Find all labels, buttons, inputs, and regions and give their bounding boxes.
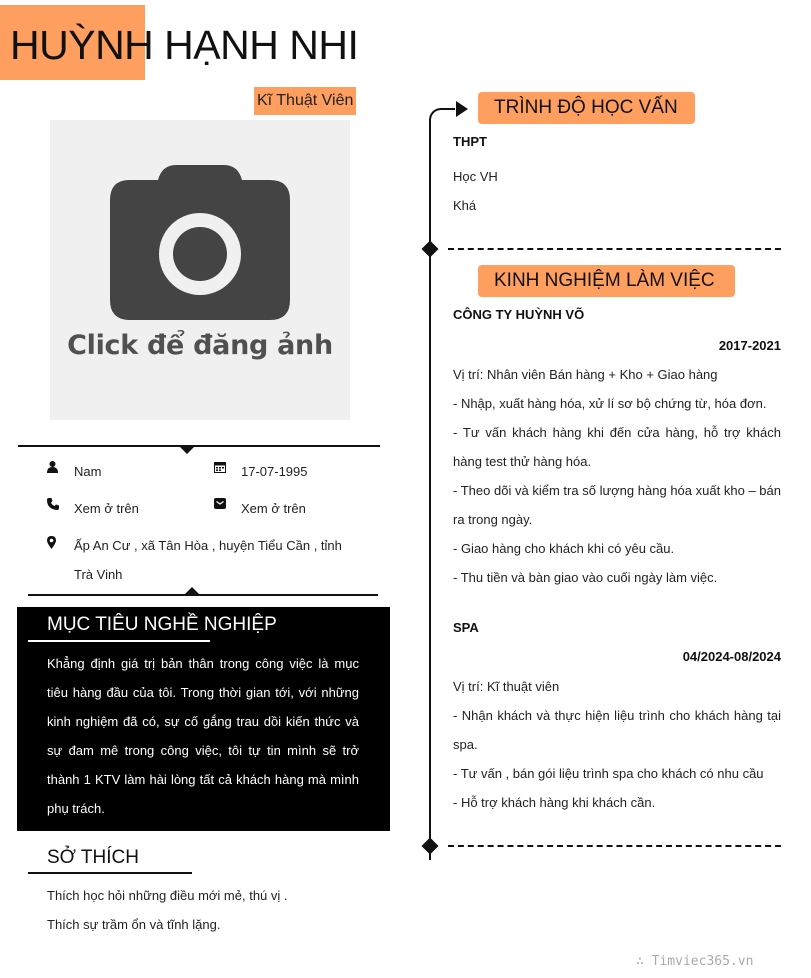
job-duty: - Theo dõi và kiểm tra số lượng hàng hóa xuất kho – bán ra trong ngày. xyxy=(453,483,781,527)
timeline-line xyxy=(429,122,431,860)
hobbies-title: SỞ THÍCH xyxy=(47,847,139,868)
location-icon xyxy=(47,536,56,552)
job-period: 2017-2021 xyxy=(718,338,781,353)
email-value: Xem ở trên xyxy=(241,501,306,516)
timeline-curve xyxy=(429,108,455,130)
job-duty: - Tư vấn , bán gói liệu trình spa cho khách có nhu cầu xyxy=(453,766,764,781)
career-goal-text: Khẳng định giá trị bản thân trong công việc là mục tiêu hàng đầu của tôi. Trong thời gian tới, với những kinh nghiệm đã có, sự cố gắng trau dồi kiến thức và sự đam mê trong công việc, tôi tự tin mình sẽ trở thành 1 KTV làm hài lòng tất cả khách hàng mà mình phụ trách. xyxy=(47,656,359,816)
divider-arrow-down xyxy=(179,446,195,454)
job-duty: - Giao hàng cho khách khi có yêu cầu. xyxy=(453,541,675,556)
phone-value: Xem ở trên xyxy=(74,501,139,516)
phone-icon xyxy=(47,498,59,513)
experience-title: KINH NGHIỆM LÀM VIỆC xyxy=(494,270,715,291)
education-school: THPT xyxy=(453,134,487,149)
timeline-diamond xyxy=(422,241,439,258)
camera-icon xyxy=(110,162,290,322)
job-period: 04/2024-08/2024 xyxy=(682,649,781,664)
gender-value: Nam xyxy=(74,464,102,479)
hobby-item: Thích học hỏi những điều mới mẻ, thú vị . xyxy=(47,888,288,903)
hobbies-underline xyxy=(28,872,192,874)
hobby-item: Thích sự trầm ổn và tĩnh lặng. xyxy=(47,917,221,932)
address-line-2: Trà Vinh xyxy=(74,567,123,582)
career-goal-underline xyxy=(28,640,210,642)
calendar-icon xyxy=(214,461,226,476)
job-duty: - Tư vấn khách hàng khi đến cửa hàng, hỗ trợ khách hàng test thử hàng hóa. xyxy=(453,425,781,469)
education-grade: Khá xyxy=(453,198,477,213)
job-company: SPA xyxy=(453,620,479,635)
job-duty: - Nhập, xuất hàng hóa, xử lí sơ bộ chứng từ, hóa đơn. xyxy=(453,396,767,411)
email-icon xyxy=(214,498,226,512)
education-major: Học VH xyxy=(453,169,498,184)
photo-upload[interactable] xyxy=(50,120,350,420)
job-company: CÔNG TY HUỲNH VÕ xyxy=(453,307,585,322)
education-title: TRÌNH ĐỘ HỌC VẤN xyxy=(494,97,678,118)
watermark: ∴ Timviec365.vn xyxy=(636,954,754,969)
section-divider xyxy=(448,248,781,250)
user-icon xyxy=(47,461,58,476)
divider-arrow-up xyxy=(184,587,200,595)
job-duty: - Nhận khách và thực hiện liệu trình cho khách hàng tại spa. xyxy=(453,708,781,752)
info-divider-top xyxy=(18,445,380,447)
timeline-arrow-icon xyxy=(456,101,468,117)
career-goal-section xyxy=(17,607,390,831)
career-goal-title: MỤC TIÊU NGHỀ NGHIỆP xyxy=(47,614,277,635)
job-position: Vị trí: Kĩ thuật viên xyxy=(453,679,560,694)
info-divider-bottom xyxy=(28,594,378,596)
address-line-1: Ấp An Cư , xã Tân Hòa , huyện Tiểu Cần , tỉnh xyxy=(74,538,342,553)
photo-upload-label: Click để đăng ảnh xyxy=(67,330,333,361)
job-title: Kĩ Thuật Viên xyxy=(254,87,356,115)
timeline-diamond xyxy=(422,838,439,855)
job-duty: - Thu tiền và bàn giao vào cuối ngày làm việc. xyxy=(453,570,718,585)
job-position: Vị trí: Nhân viên Bán hàng + Kho + Giao hàng xyxy=(453,367,718,382)
section-divider xyxy=(448,845,781,847)
birthday-value: 17-07-1995 xyxy=(241,464,308,479)
job-duty: - Hỗ trợ khách hàng khi khách cần. xyxy=(453,795,656,810)
candidate-name: HUỲNH HẠNH NHI xyxy=(10,22,359,68)
